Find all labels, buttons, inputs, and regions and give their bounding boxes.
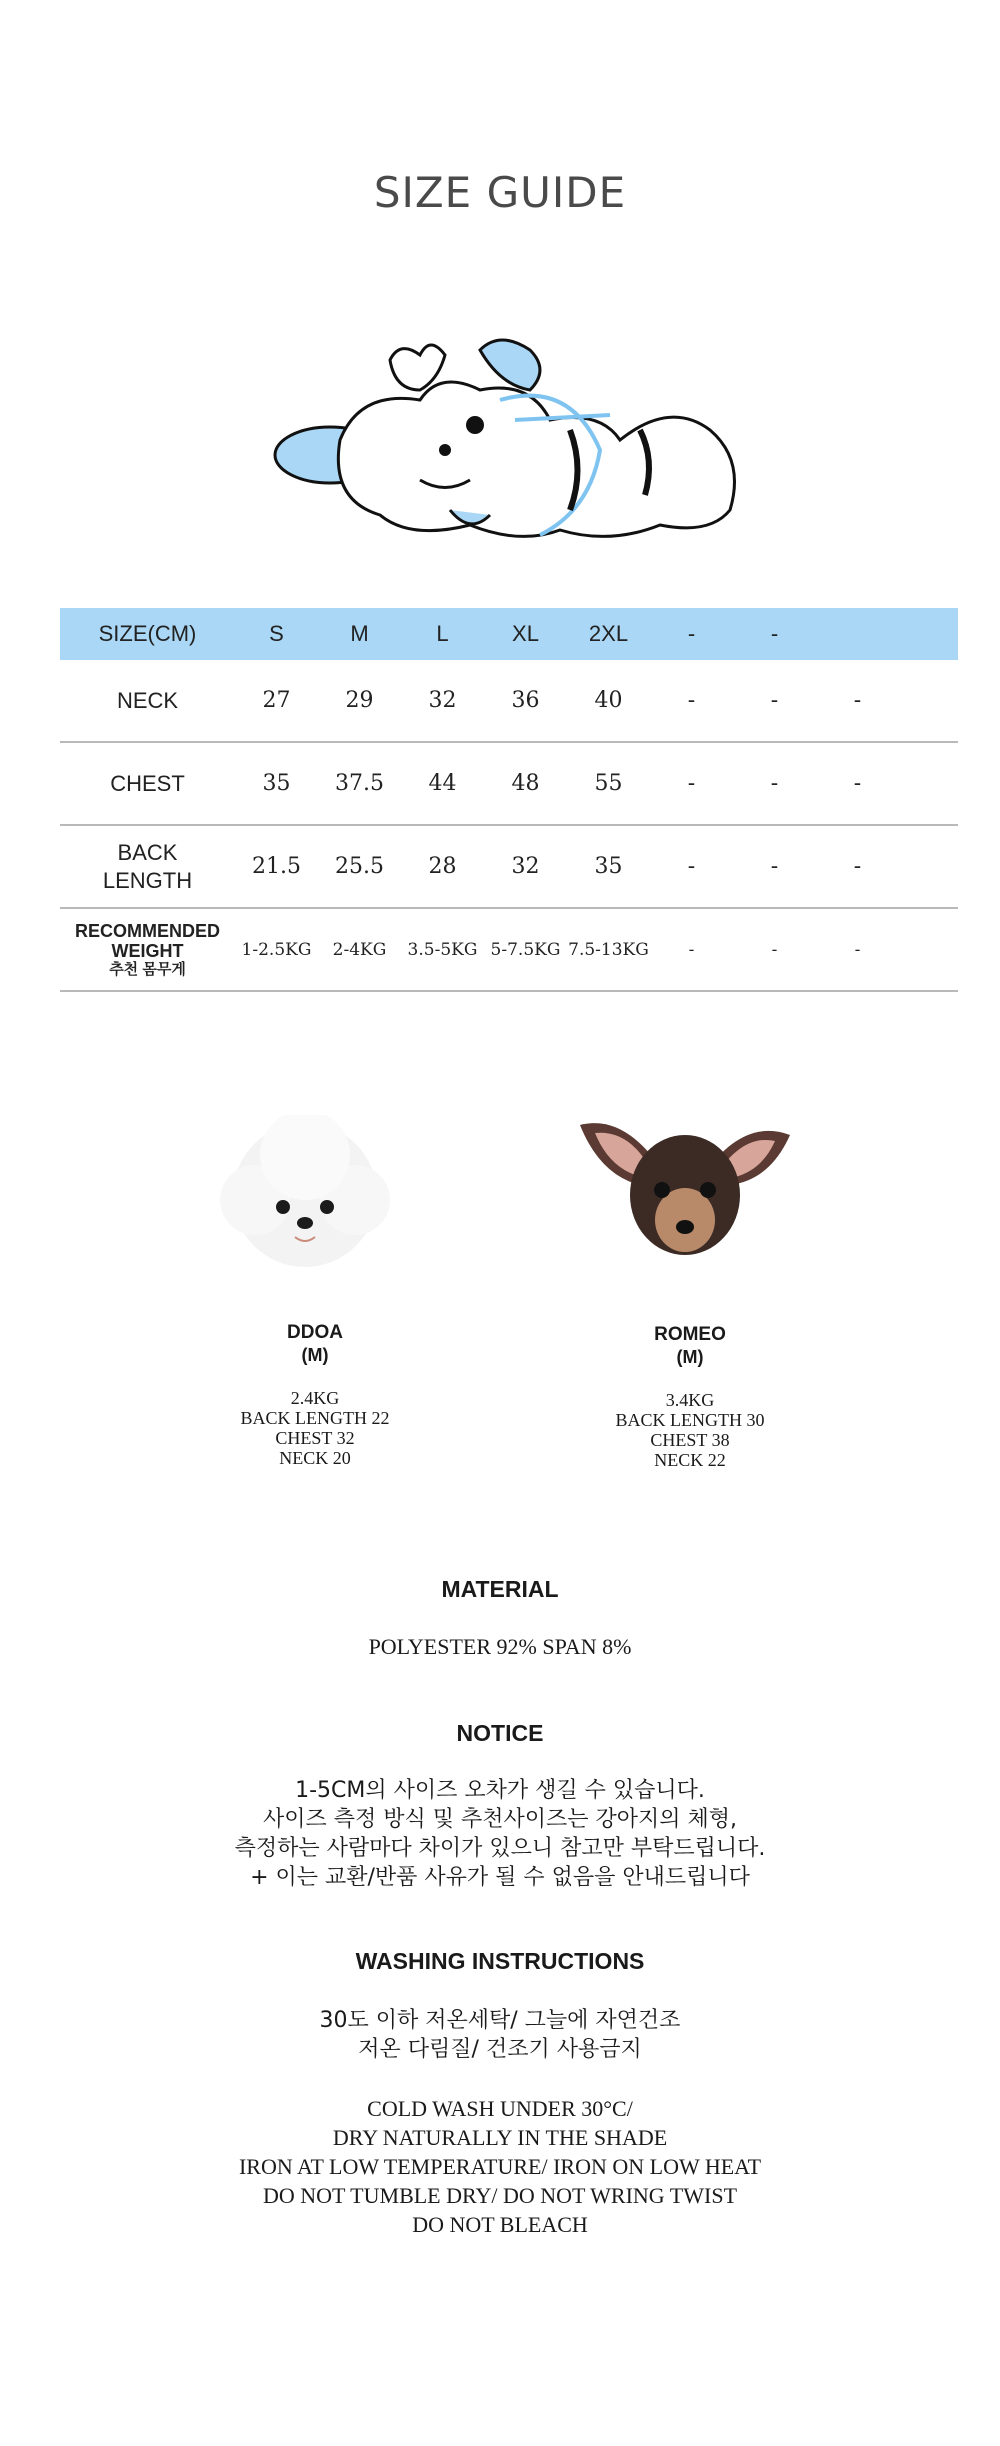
table-cell: 1-2.5KG xyxy=(241,939,312,960)
washing-english-line: DO NOT TUMBLE DRY/ DO NOT WRING TWIST xyxy=(262,2183,738,2208)
table-cell: 40 xyxy=(594,688,623,713)
notice-text xyxy=(0,1776,1000,1892)
washing-english-line: IRON AT LOW TEMPERATURE/ IRON ON LOW HEAT xyxy=(238,2154,762,2179)
dog-eye xyxy=(439,444,451,456)
dog-neck: NECK 20 xyxy=(279,1448,351,1468)
table-cell: 28 xyxy=(428,854,457,879)
dog-stats xyxy=(185,1388,445,1468)
material-heading: MATERIAL xyxy=(441,1576,559,1602)
header-cell: L xyxy=(436,621,449,646)
dog-card-romeo xyxy=(560,1324,820,1470)
table-cell: 44 xyxy=(428,771,457,796)
romeo-photo xyxy=(570,1105,800,1265)
table-cell: 2-4KG xyxy=(332,939,387,960)
row-label-korean: 추천 몸무게 xyxy=(109,960,186,978)
dog-weight: 3.4KG xyxy=(665,1390,715,1410)
washing-english-line: DRY NATURALLY IN THE SHADE xyxy=(332,2125,668,2150)
notice-line: 사이즈 측정 방식 및 추천사이즈는 강아지의 체형, xyxy=(263,1807,737,1832)
header-cell: M xyxy=(350,621,369,646)
dog-ear-right xyxy=(480,340,540,390)
washing-korean-line: 30도 이하 저온세탁/ 그늘에 자연건조 xyxy=(319,2008,681,2033)
table-cell: 7.5-13KG xyxy=(568,939,649,960)
header-cell: S xyxy=(269,621,284,646)
table-cell: 48 xyxy=(511,771,540,796)
table-cell: - xyxy=(687,688,696,713)
row-label-line: WEIGHT xyxy=(111,940,184,961)
table-cell: 3.5-5KG xyxy=(407,939,478,960)
row-label-line: BACK xyxy=(117,839,178,865)
table-cell: 25.5 xyxy=(335,854,384,879)
washing-korean-line: 저온 다림질/ 건조기 사용금지 xyxy=(358,2037,642,2062)
dog-name: DDOA xyxy=(287,1322,343,1343)
washing-english-line: COLD WASH UNDER 30°C/ xyxy=(367,2096,633,2121)
table-row-chest xyxy=(60,743,958,826)
dog-back-length: BACK LENGTH 30 xyxy=(615,1410,765,1430)
table-cell: 55 xyxy=(594,771,623,796)
material-text: POLYESTER 92% SPAN 8% xyxy=(368,1634,632,1659)
header-cell: - xyxy=(687,621,696,646)
washing-english-line: DO NOT BLEACH xyxy=(412,2212,588,2237)
row-label xyxy=(60,839,235,895)
dog-weight: 2.4KG xyxy=(290,1388,340,1408)
page-title: SIZE GUIDE xyxy=(373,168,627,217)
table-cell: 21.5 xyxy=(252,854,301,879)
dog-name: ROMEO xyxy=(654,1324,726,1345)
table-cell: - xyxy=(770,854,779,879)
table-cell: 36 xyxy=(511,688,540,713)
size-table xyxy=(60,608,958,992)
dog-nose xyxy=(466,416,484,434)
table-cell: - xyxy=(770,688,779,713)
table-cell: - xyxy=(853,854,862,879)
dog-chest: CHEST 32 xyxy=(275,1428,355,1448)
dog-body xyxy=(338,382,734,536)
row-label xyxy=(60,921,235,979)
table-header-row xyxy=(60,608,958,660)
row-label: NECK xyxy=(116,687,179,713)
table-cell: - xyxy=(687,771,696,796)
table-cell: 32 xyxy=(428,688,457,713)
notice-heading: NOTICE xyxy=(456,1720,544,1746)
table-cell: - xyxy=(771,939,778,960)
washing-heading: WASHING INSTRUCTIONS xyxy=(355,1948,645,1974)
dog-size: (M) xyxy=(301,1345,329,1365)
dog-size: (M) xyxy=(676,1347,704,1367)
table-cell: - xyxy=(687,854,696,879)
table-cell: - xyxy=(688,939,695,960)
table-cell: - xyxy=(770,771,779,796)
table-row-neck xyxy=(60,660,958,743)
dog-stats xyxy=(560,1390,820,1470)
table-cell: 35 xyxy=(594,854,623,879)
table-cell: - xyxy=(853,688,862,713)
header-cell: SIZE(CM) xyxy=(98,621,197,646)
dog-back-length: BACK LENGTH 22 xyxy=(240,1408,390,1428)
row-label-line: LENGTH xyxy=(102,867,193,893)
dog-sketch-illustration xyxy=(270,320,750,560)
table-cell: - xyxy=(853,771,862,796)
table-cell: 35 xyxy=(262,771,291,796)
row-label: CHEST xyxy=(110,770,185,796)
table-cell: 5-7.5KG xyxy=(490,939,561,960)
table-cell: - xyxy=(854,939,861,960)
header-cell: 2XL xyxy=(588,621,629,646)
table-cell: 27 xyxy=(262,688,291,713)
ddoa-photo xyxy=(215,1115,395,1275)
washing-korean xyxy=(0,2006,1000,2064)
header-cell: - xyxy=(770,621,779,646)
row-label-line: RECOMMENDED xyxy=(74,920,220,941)
dog-card-ddoa xyxy=(185,1322,445,1468)
notice-line: 측정하는 사람마다 차이가 있으니 참고만 부탁드립니다. xyxy=(234,1836,766,1861)
notice-line: 1-5CM의 사이즈 오차가 생길 수 있습니다. xyxy=(295,1778,705,1803)
washing-english xyxy=(0,2094,1000,2239)
header-cell: XL xyxy=(512,621,539,646)
dog-ear-left xyxy=(390,345,445,390)
dog-chest: CHEST 38 xyxy=(650,1430,730,1450)
table-cell: 32 xyxy=(511,854,540,879)
table-cell: 29 xyxy=(345,688,374,713)
table-row-back-length xyxy=(60,826,958,909)
notice-line: + 이는 교환/반품 사유가 될 수 없음을 안내드립니다 xyxy=(250,1865,750,1890)
dog-neck: NECK 22 xyxy=(654,1450,726,1470)
table-cell: 37.5 xyxy=(335,771,384,796)
table-row-recommended-weight xyxy=(60,909,958,992)
